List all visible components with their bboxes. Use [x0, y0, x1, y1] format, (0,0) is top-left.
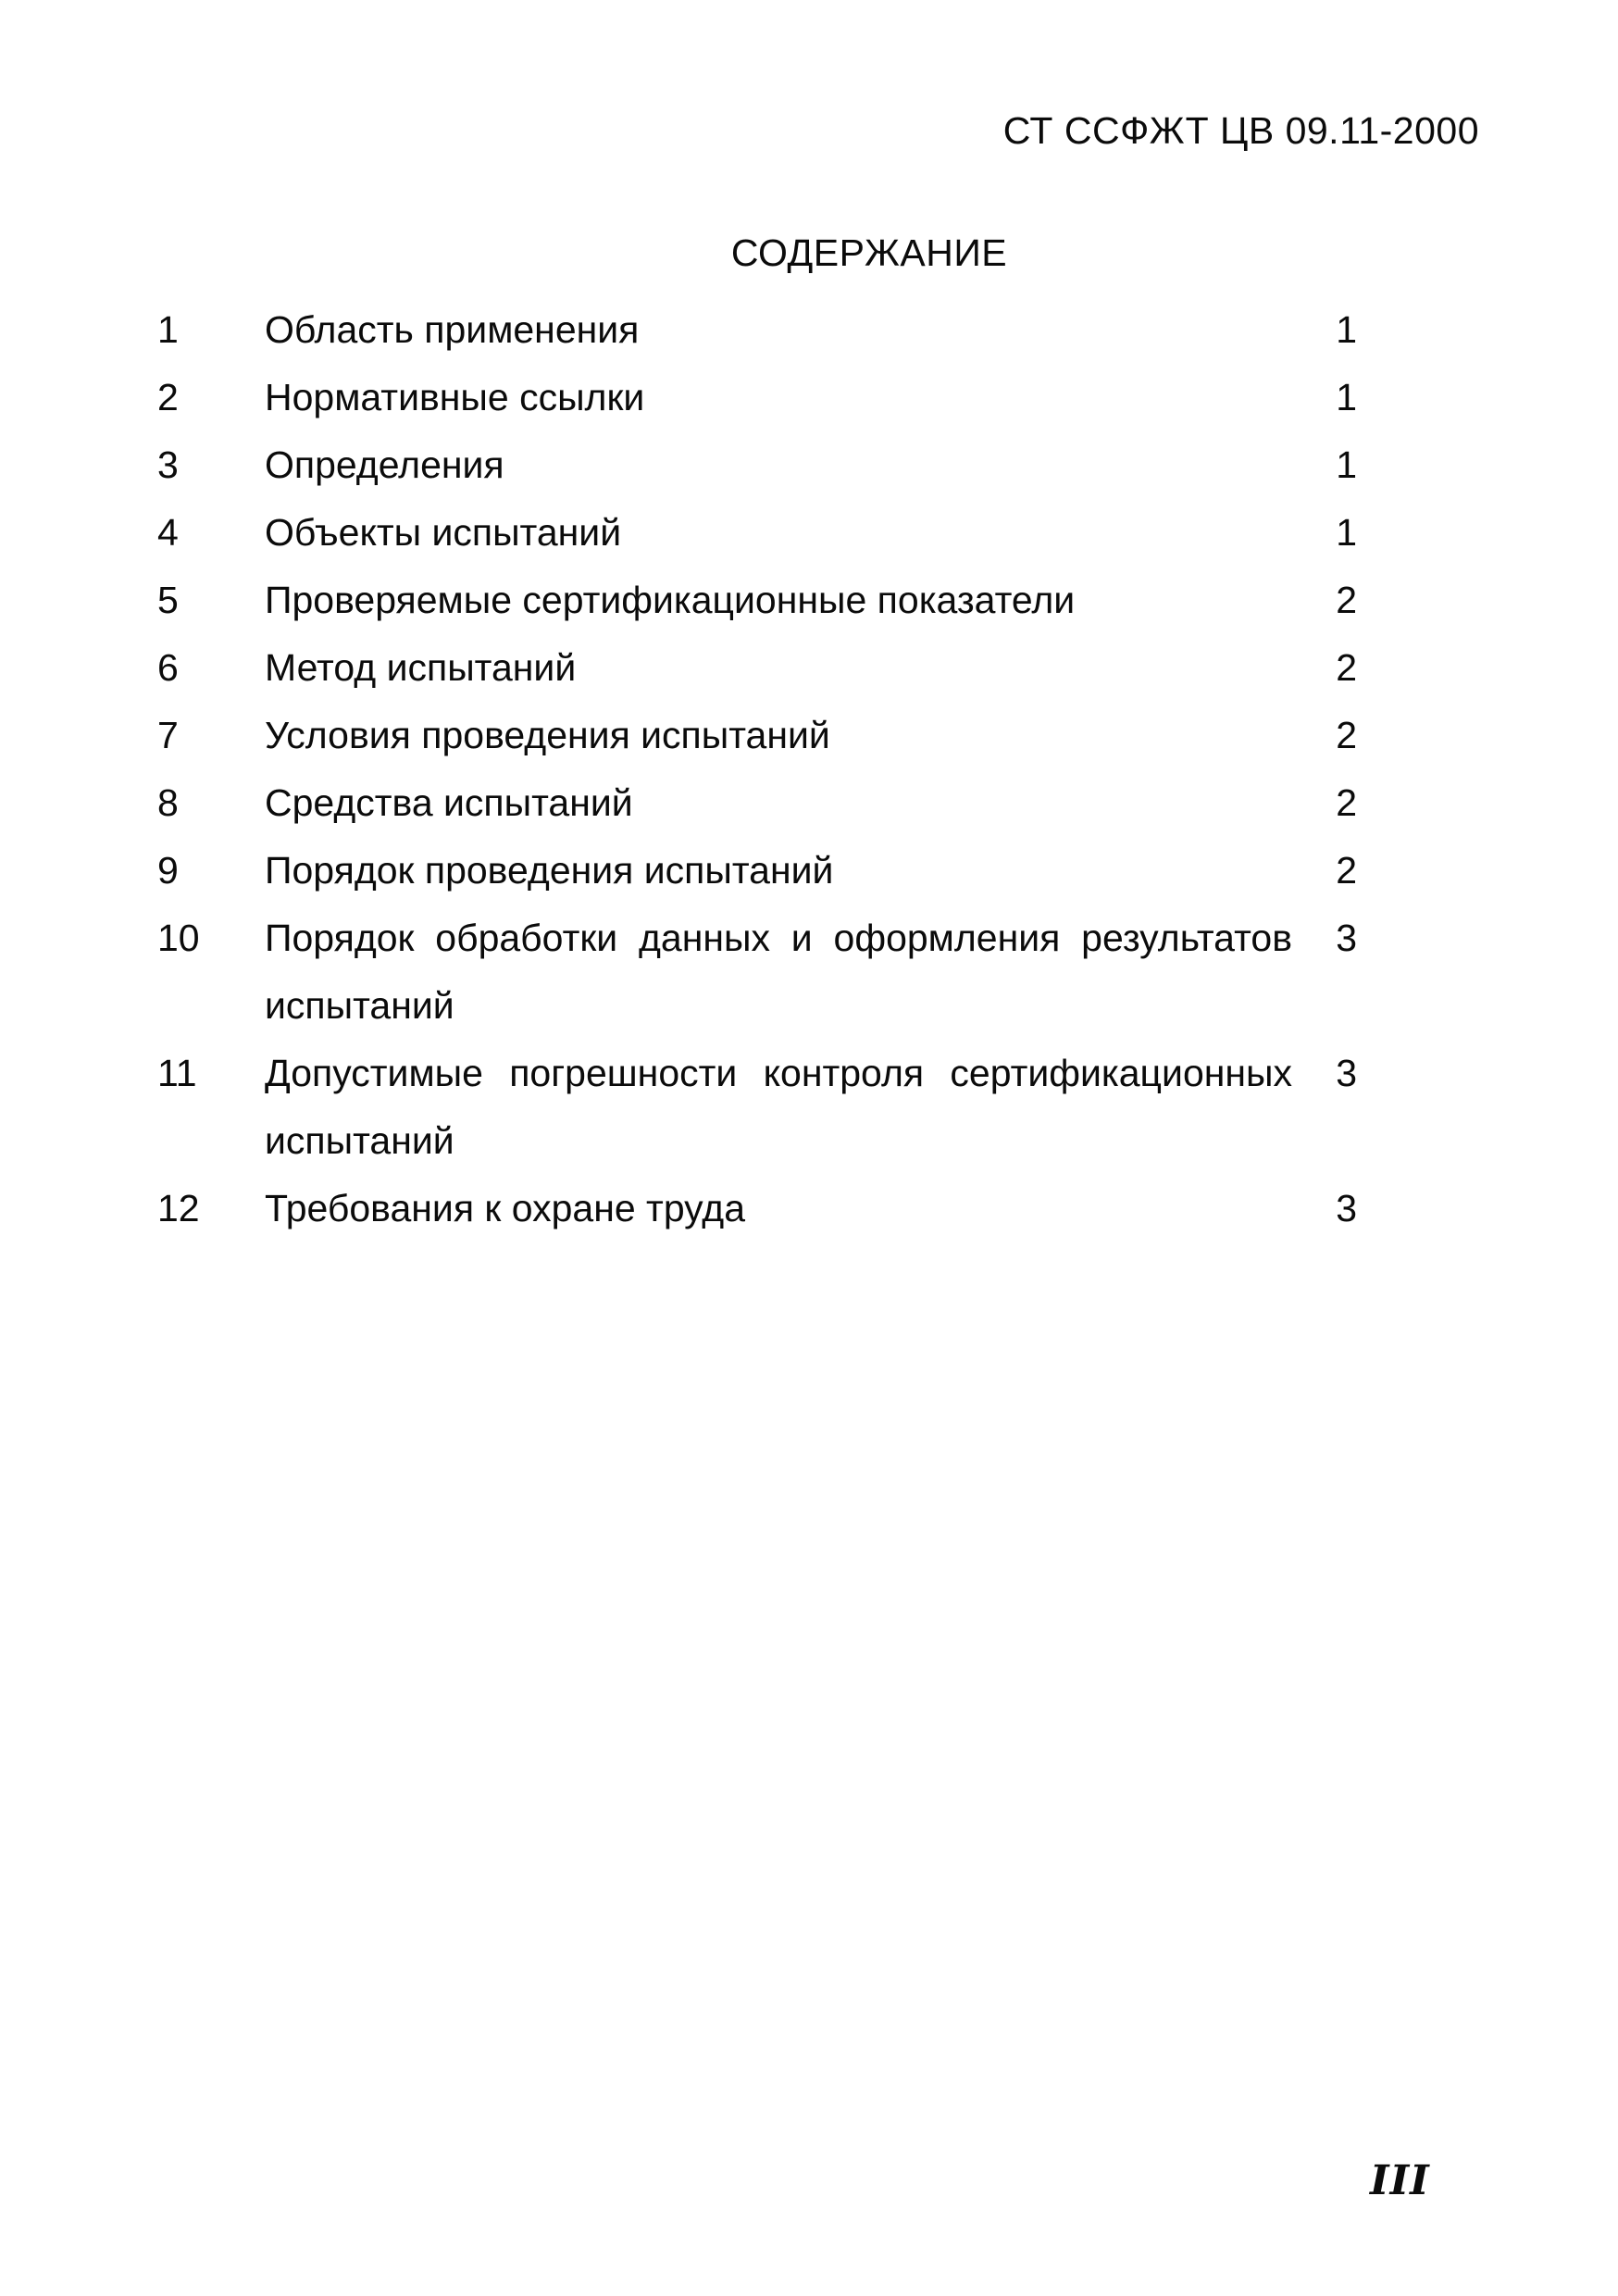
toc-item-7: [157, 702, 1379, 769]
toc-item-page: 1: [1336, 308, 1357, 351]
toc-item-1: [157, 296, 1379, 364]
toc-item-number: 1: [157, 308, 179, 351]
toc-item-title: Метод испытаний: [265, 646, 577, 689]
toc-item-page: 2: [1336, 579, 1357, 621]
toc-item-6: [157, 634, 1379, 702]
toc-item-title: Требования к охране труда: [265, 1187, 746, 1229]
toc-item-title: Порядок проведения испытаний: [265, 849, 834, 892]
toc-item-number: 7: [157, 714, 179, 756]
toc-item-2: [157, 364, 1379, 431]
toc-item-number: 9: [157, 849, 179, 892]
toc-item-8: [157, 769, 1379, 837]
toc-item-9: [157, 837, 1379, 905]
toc-item-title: Порядок обработки данных и оформления результатов испытаний: [265, 917, 1292, 1027]
toc-item-number: 10: [157, 917, 200, 959]
toc-item-page: 2: [1336, 646, 1357, 689]
page-number: III: [1370, 2157, 1430, 2204]
toc-item-page: 3: [1336, 1187, 1357, 1229]
toc-item-5: [157, 567, 1379, 634]
toc-item-title: Средства испытаний: [265, 781, 633, 824]
toc-item-page: 1: [1336, 443, 1357, 486]
document-code: СТ ССФЖТ ЦВ 09.11-2000: [1002, 109, 1479, 152]
toc-item-page: 1: [1336, 511, 1357, 554]
toc-item-title: Определения: [265, 443, 504, 486]
toc-item-title: Условия проведения испытаний: [265, 714, 830, 756]
toc-item-title: Проверяемые сертификационные показатели: [265, 579, 1076, 621]
toc-item-page: 2: [1336, 849, 1357, 892]
toc-item-number: 12: [157, 1187, 200, 1229]
toc-item-title: Объекты испытаний: [265, 511, 622, 554]
toc-item-3: [157, 431, 1379, 499]
toc-item-number: 5: [157, 579, 179, 621]
toc-item-page: 2: [1336, 781, 1357, 824]
toc-item-11: [157, 1040, 1379, 1175]
toc-item-number: 11: [157, 1052, 197, 1094]
toc-item-page: 1: [1336, 376, 1357, 418]
toc-item-page: 3: [1336, 917, 1357, 959]
toc-item-4: [157, 499, 1379, 567]
toc-item-title: Область применения: [265, 308, 640, 351]
toc-item-page: 2: [1336, 714, 1357, 756]
toc-item-number: 8: [157, 781, 179, 824]
toc-title: СОДЕРЖАНИЕ: [730, 231, 1008, 274]
toc-item-number: 6: [157, 646, 179, 689]
toc-item-10: [157, 905, 1379, 1040]
toc-item-page: 3: [1336, 1052, 1357, 1094]
toc-item-title: Допустимые погрешности контроля сертификационных испытаний: [265, 1052, 1292, 1162]
table-of-contents: [157, 296, 1379, 1242]
toc-item-number: 2: [157, 376, 179, 418]
toc-item-number: 4: [157, 511, 179, 554]
toc-item-number: 3: [157, 443, 179, 486]
toc-item-title: Нормативные ссылки: [265, 376, 645, 418]
toc-item-12: [157, 1175, 1379, 1242]
